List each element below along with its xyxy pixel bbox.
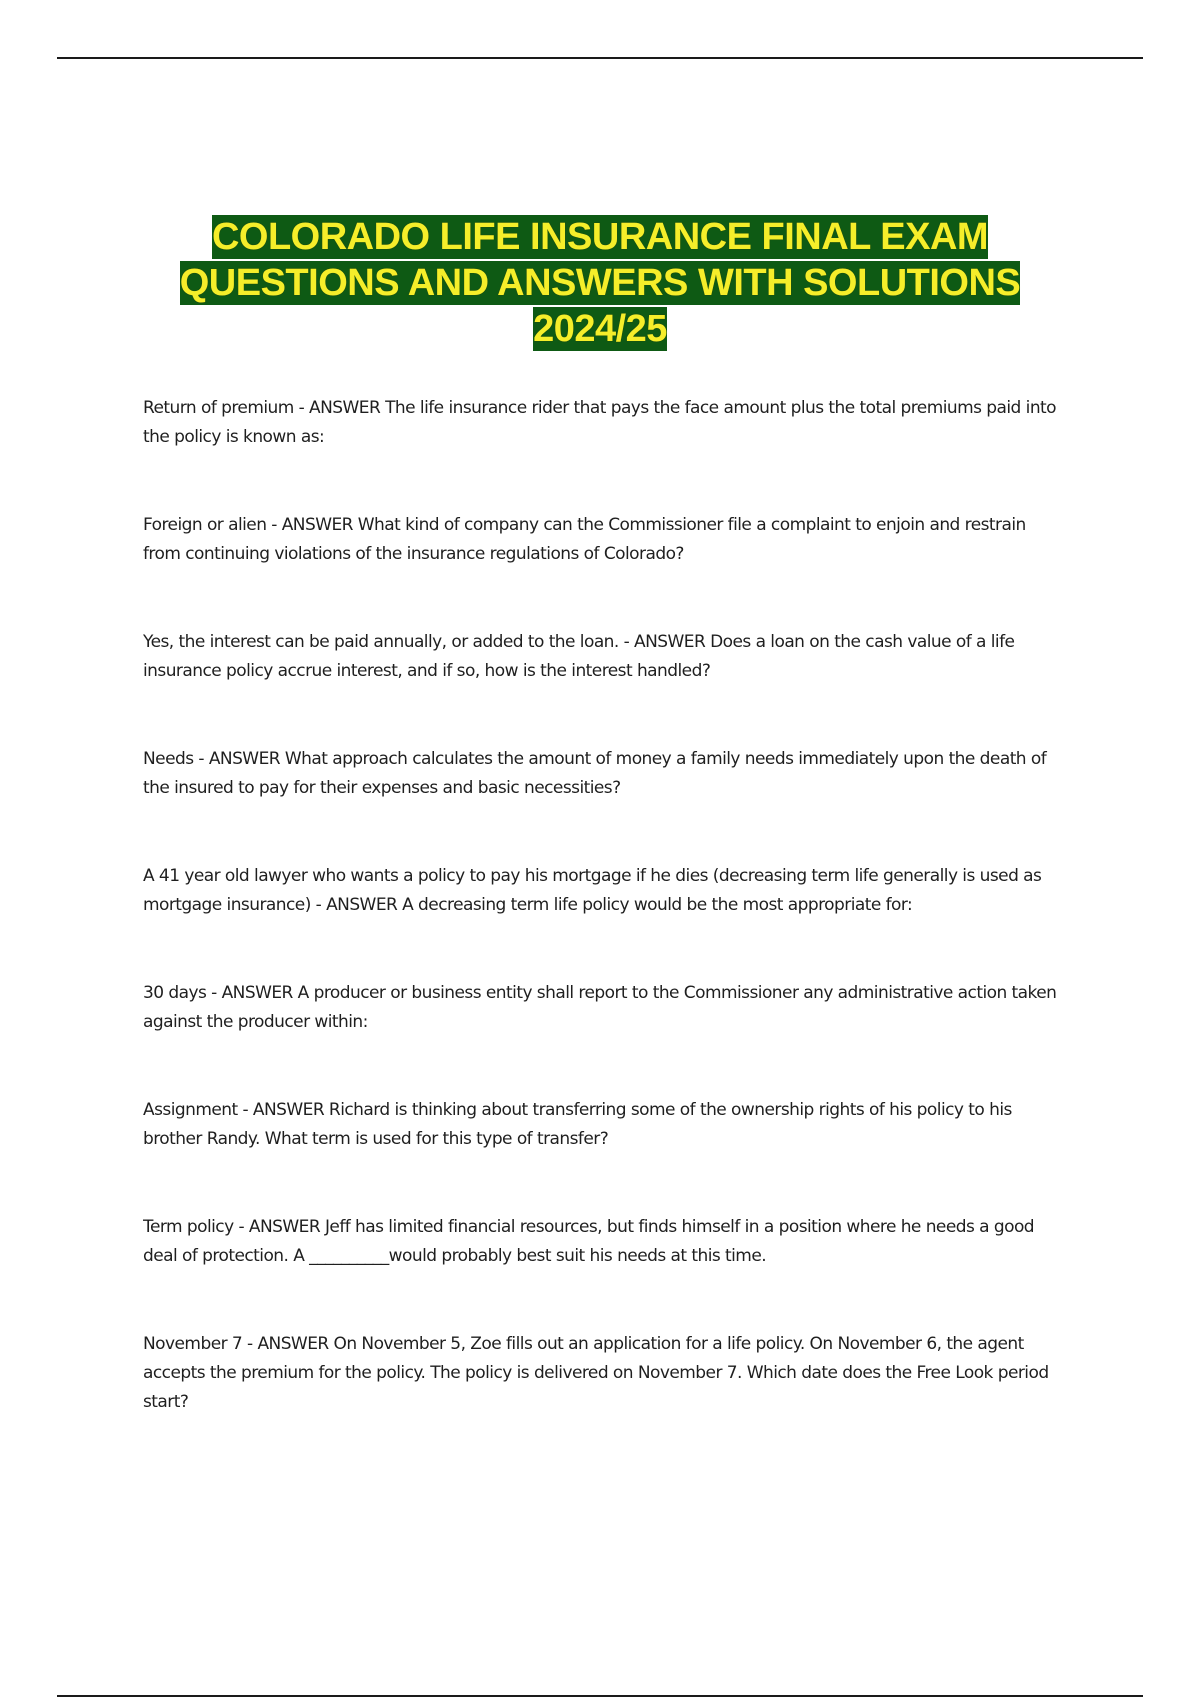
qa-item-return-of-premium: Return of premium - ANSWER The life insurance rider that pays the face amount plus the total premiums paid into the policy is known as: — [143, 398, 1057, 447]
bottom-rule — [57, 1695, 1143, 1697]
qa-item-assignment: Assignment - ANSWER Richard is thinking about transferring some of the ownership rights of his policy to his brother Randy. What term is used for this type of transfer? — [143, 1100, 1012, 1149]
qa-item-needs-approach: Needs - ANSWER What approach calculates the amount of money a family needs immediately upon the death of the insured to pay for their expenses and basic necessities? — [143, 749, 1047, 798]
qa-item-foreign-or-alien: Foreign or alien - ANSWER What kind of company can the Commissioner file a complaint to enjoin and restrain from continuing violations of the insurance regulations of Colorado? — [143, 515, 1026, 564]
title-line-1: COLORADO LIFE INSURANCE FINAL EXAM — [211, 216, 989, 258]
top-rule — [57, 57, 1143, 59]
qa-item-free-look: November 7 - ANSWER On November 5, Zoe fills out an application for a life policy. On November 6, the agent accepts the premium for the policy. The policy is delivered on November 7. Which date does the Free Look period start? — [143, 1334, 1049, 1412]
qa-list — [143, 394, 1063, 1447]
qa-item-decreasing-term: A 41 year old lawyer who wants a policy to pay his mortgage if he dies (decreasing term life generally is used as mortgage insurance) - ANSWER A decreasing term life policy would be the most appropriate for: — [143, 866, 1042, 915]
document-title — [0, 214, 1200, 352]
qa-item-term-policy: Term policy - ANSWER Jeff has limited financial resources, but finds himself in a position where he needs a good deal of protection. A __________would probably best suit his needs at this time. — [143, 1217, 1035, 1266]
qa-item-30-days: 30 days - ANSWER A producer or business entity shall report to the Commissioner any administrative action taken against the producer within: — [143, 983, 1057, 1032]
qa-item-loan-interest: Yes, the interest can be paid annually, or added to the loan. - ANSWER Does a loan on the cash value of a life insurance policy accrue interest, and if so, how is the interest handled? — [143, 632, 1015, 681]
title-line-2: QUESTIONS AND ANSWERS WITH SOLUTIONS — [179, 262, 1021, 304]
title-line-3: 2024/25 — [533, 308, 667, 350]
